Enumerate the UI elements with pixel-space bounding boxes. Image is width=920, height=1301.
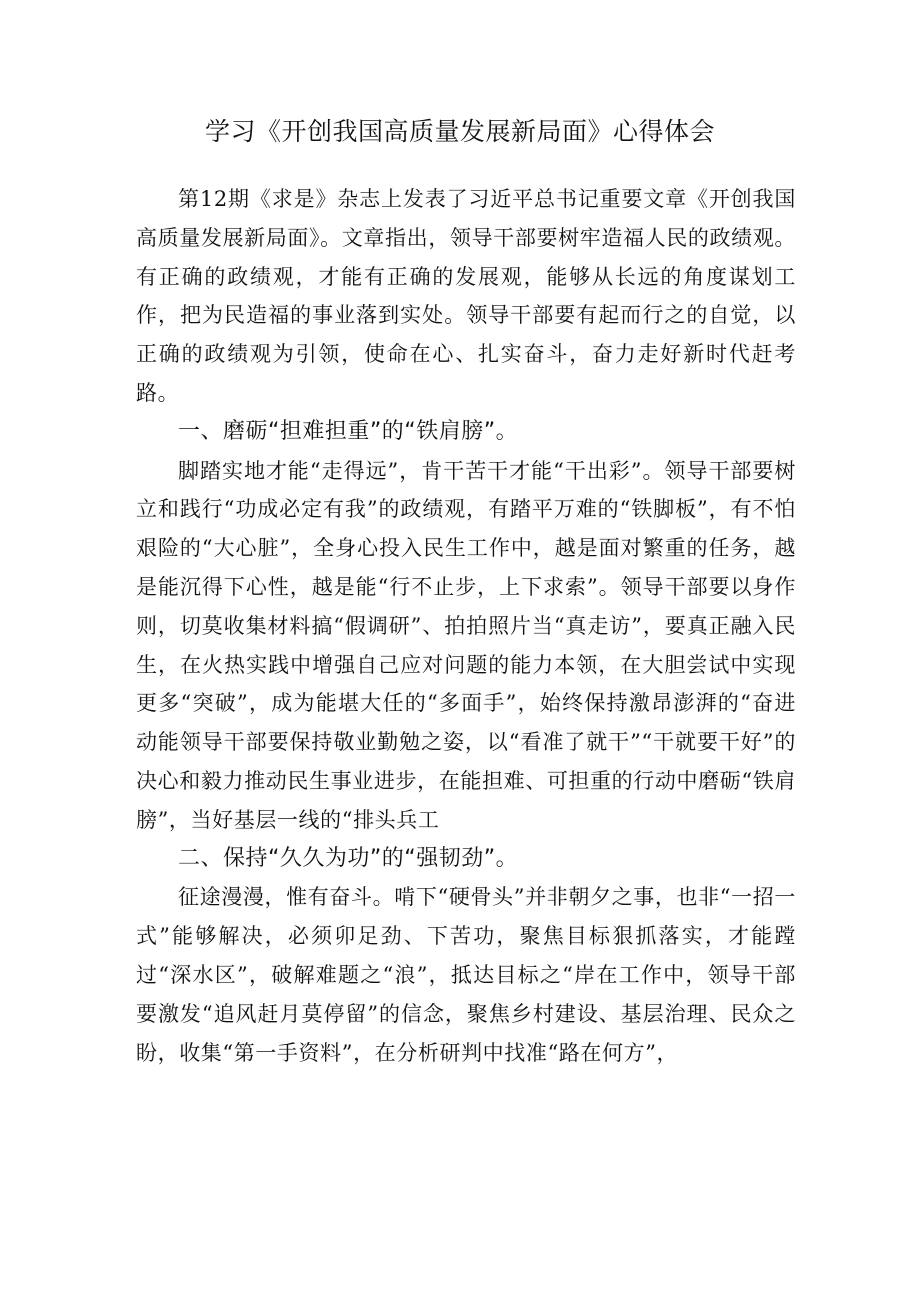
section-heading-1: 一、磨砺“担难担重”的“铁肩膀”。	[178, 418, 519, 444]
intro-paragraph: 第12期《求是》杂志上发表了习近平总书记重要文章《开创我国高质量发展新局面》。文章指出，领导干部要树牢造福人民的政绩观。有正确的政绩观，才能有正确的发展观，能够从长远的角度谋划工作，把为民造福的事业落到实处。领导干部要有起而行之的自觉，以正确的政绩观为引领，使命在心、扎实奋斗，奋力走好新时代赶考路。	[136, 187, 796, 405]
section-heading-2: 二、保持“久久为功”的“强韧劲”。	[178, 845, 519, 871]
document-body	[136, 180, 796, 1072]
document-title: 学习《开创我国高质量发展新局面》心得体会	[204, 117, 715, 146]
section-paragraph-2: 征途漫漫，惟有奋斗。啃下“硬骨头”并非朝夕之事，也非“一招一式”能够解决，必须卯足劲、下苦功，聚焦目标狠抓落实，才能蹚过“深水区”，破解难题之“浪”，抵达目标之“岸在工作中，领导干部要激发“追风赶月莫停留”的信念，聚焦乡村建设、基层治理、民众之盼，收集“第一手资料”，在分析研判中找准“路在何方”，	[136, 885, 796, 1065]
section-paragraph-1: 脚踏实地才能“走得远”，肯干苦干才能“干出彩”。领导干部要树立和践行“功成必定有我”的政绩观，有踏平万难的“铁脚板”，有不怕艰险的“大心脏”，全身心投入民生工作中，越是面对繁重的任务，越是能沉得下心性，越是能“行不止步，上下求索”。领导干部要以身作则，切莫收集材料搞“假调研”、拍拍照片当“真走访”，要真正融入民生，在火热实践中增强自己应对问题的能力本领，在大胆尝试中实现更多“突破”，成为能堪大任的“多面手”，始终保持激昂澎湃的“奋进动能领导干部要保持敬业勤勉之姿，以“看准了就干”“干就要干好”的决心和毅力推动民生事业进步，在能担难、可担重的行动中磨砺“铁肩膀”，当好基层一线的“排头兵工	[136, 458, 796, 832]
